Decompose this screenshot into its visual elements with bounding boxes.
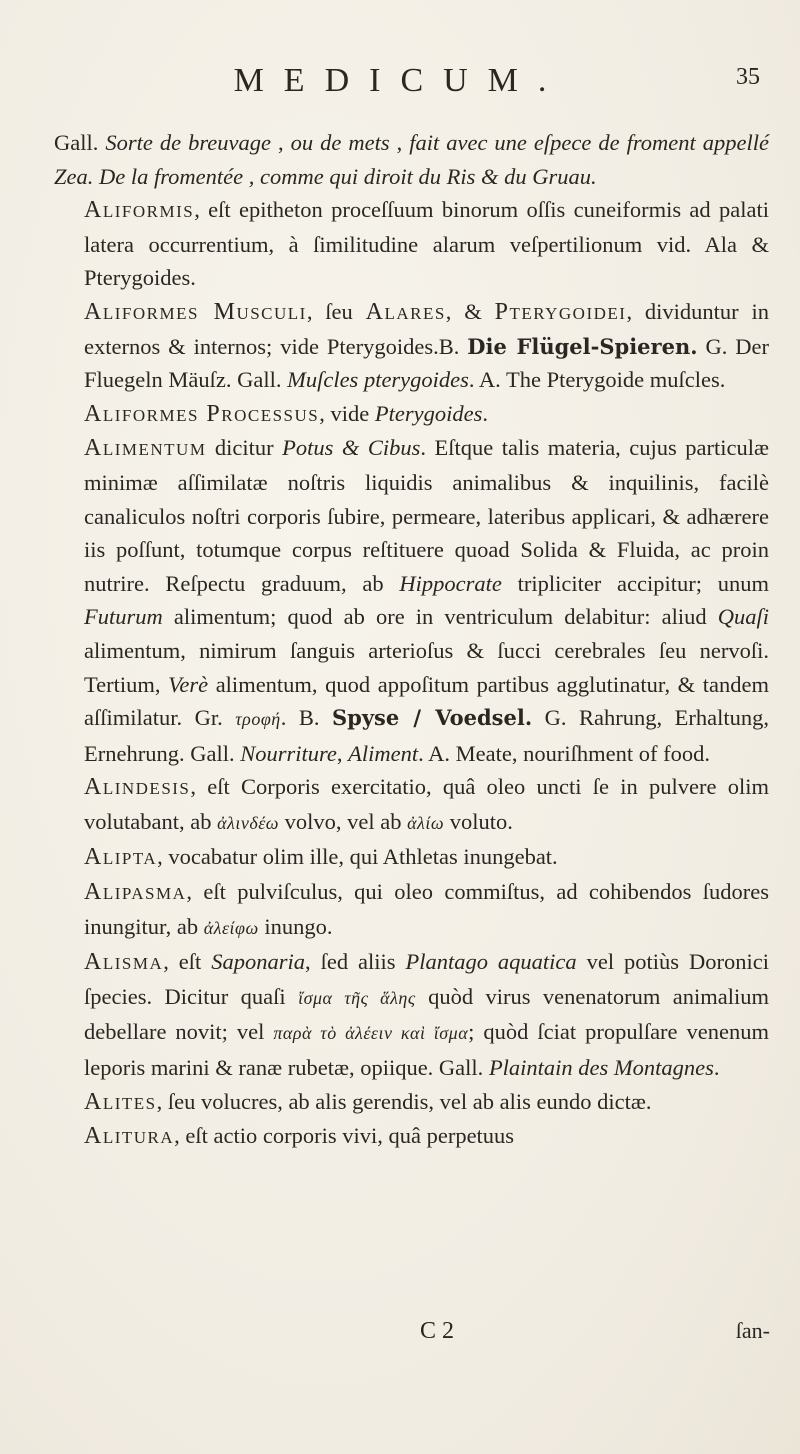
headword: Aliformes Musculi	[84, 298, 307, 325]
entry-aliformis	[54, 193, 769, 295]
greek-term: ἀλείφω	[203, 917, 259, 938]
entry-text: dicitur	[206, 435, 283, 461]
entry-text: , vocabatur olim ille, qui Athletas inungebat.	[157, 844, 558, 870]
entry-alipasma	[54, 875, 769, 945]
headword: Aliformes Processus	[84, 400, 320, 427]
entry-text: inungo.	[258, 913, 333, 939]
entry-alimentum	[54, 431, 769, 770]
entry-text: alimentum, nimirum ſanguis arterioſus & ſucci cerebrales ſeu nervoſi. Tertium,	[84, 637, 769, 697]
entry-text: alimentum, quod appoſitum partibus agglutinatur, & tandem aſſimilatur. Gr.	[84, 671, 769, 731]
entry-text: , &	[445, 298, 495, 324]
entry-text: ,	[270, 130, 291, 155]
headword: Alipta	[84, 844, 158, 871]
entry-text: alimentum; quod ab ore in ventriculum delabitur: aliud	[162, 604, 718, 630]
entry-alitura	[54, 1119, 769, 1154]
entry-text: ; quòd ſciat propulſare venenum leporis marini & ranæ rubetæ, opiique. Gall.	[84, 1019, 769, 1081]
entry-text: quòd virus venenatorum animalium debellare novit; vel	[84, 983, 769, 1045]
entry-text: .	[713, 1055, 720, 1081]
entry-text: voluto.	[444, 808, 513, 834]
entry-alindesis	[54, 770, 769, 840]
entry-text: ,	[389, 130, 410, 155]
entry-text: G. Rahrung, Erhaltung, Ernehrung. Gall.	[84, 705, 769, 766]
entry-text: , eſt epitheton proceſſuum binorum oſſis cuneiformis ad palati latera occurrentium, à ſimilitudine alarum veſpertilionum vid. Ala & Pterygoides.	[84, 197, 769, 291]
italic-text: Muſcles pterygoides	[287, 367, 469, 393]
italic-text: Saponaria	[211, 949, 306, 975]
greek-term: ἴσμα τῆς ἅλης	[298, 987, 416, 1008]
entry-text: , ſeu	[306, 298, 366, 324]
entry-gall-continued	[54, 126, 769, 193]
headword: Alipasma	[84, 879, 187, 906]
entry-text: . B.	[280, 705, 332, 731]
italic-text: Hippocrate	[399, 570, 502, 596]
italic-text: Plantago aquatica	[405, 949, 577, 975]
italic-text: fait avec une eſpece de froment appellé Zea. De la fromentée , comme qui diroit du Ris & du Gruau.	[54, 130, 769, 189]
headword: Alindesis	[84, 774, 191, 801]
italic-text: Futurum	[84, 604, 163, 630]
greek-term: τροφή	[235, 709, 281, 730]
entry-text: , ſed aliis	[305, 949, 406, 975]
italic-text: Quaſi	[717, 604, 769, 630]
fraktur-term: Die Flügel-Spieren.	[467, 333, 698, 359]
entry-aliformes-musculi	[54, 295, 769, 397]
entry-text: G. Der Fluegeln Mäuſz. Gall.	[84, 333, 769, 393]
entry-text: . A. The Pterygoide muſcles.	[468, 367, 726, 393]
entry-text: Gall.	[54, 130, 106, 155]
entry-text: volvo, vel ab	[279, 808, 408, 834]
entry-text: . A. Meate, nouriſhment of food.	[418, 740, 710, 766]
entry-text: .	[482, 400, 488, 426]
italic-text: Sorte de breuvage	[105, 130, 271, 155]
entry-text: , ſeu volucres, ab alis gerendis, vel ab alis eundo dictæ.	[156, 1088, 652, 1114]
entry-text: ,	[336, 740, 349, 766]
italic-text: Potus & Cibus	[282, 435, 421, 461]
greek-term: ἀλίω	[407, 812, 445, 833]
entry-text: tripliciter accipitur; unum	[501, 570, 769, 596]
italic-text: Nourriture	[240, 740, 337, 766]
entry-aliformes-processus	[54, 397, 769, 432]
entry-text: . Eſtque talis materia, cujus particulæ minimæ aſſimilatæ noſtris liquidis animalibus & inquilinis, facilè canaliculos noſtri corporis ſubire, permeare, lateribus applicari, & adhærere iis poſſunt, totumque corpus reſtituere quoad Solida & Fluida, ac proin nutrire. Reſpectu graduum, ab	[84, 435, 770, 596]
dictionary-body	[54, 126, 769, 1154]
italic-text: Pterygoides	[374, 400, 483, 426]
italic-text: Plaintain des Montagnes	[488, 1055, 714, 1081]
entry-alisma	[54, 945, 769, 1084]
entry-text: , vide	[319, 400, 375, 426]
headword: Alimentum	[84, 435, 207, 462]
headword: Alites	[84, 1088, 157, 1115]
italic-text: Verè	[168, 671, 209, 697]
catchword: ſan-	[735, 1318, 770, 1343]
entry-text: , dividuntur in externos & internos; vide Pterygoides.B.	[84, 298, 769, 359]
italic-text: Aliment	[348, 740, 419, 766]
entry-text: , eſt	[163, 949, 212, 975]
headword: Alisma	[84, 949, 164, 976]
running-head: MEDICUM.	[233, 62, 567, 99]
entry-alipta	[54, 840, 769, 875]
page-number: 35	[736, 64, 760, 90]
headword: Alitura	[84, 1123, 175, 1150]
entry-text: , eſt Corporis exercitatio, quâ oleo uncti ſe in pulvere olim volutabant, ab	[84, 774, 769, 834]
signature-mark: C 2	[420, 1318, 455, 1344]
fraktur-term: Spyse / Voedsel.	[331, 705, 533, 731]
headword: Pterygoidei	[494, 298, 627, 325]
entry-text: , eſt actio corporis vivi, quâ perpetuus	[174, 1123, 515, 1149]
greek-term: παρὰ τὸ ἀλέειν καὶ ἴσμα	[273, 1023, 469, 1044]
italic-text: ou de mets	[290, 130, 390, 155]
headword: Alares	[365, 298, 446, 325]
greek-term: ἀλινδέω	[217, 812, 279, 833]
entry-text: , eſt pulviſculus, qui oleo commiſtus, ad cohibendos ſudores inungitur, ab	[84, 879, 769, 939]
entry-alites	[54, 1085, 769, 1120]
headword: Aliformis	[84, 197, 195, 224]
entry-text: vel potiùs Doronici ſpecies. Dicitur quaſi	[84, 949, 769, 1009]
